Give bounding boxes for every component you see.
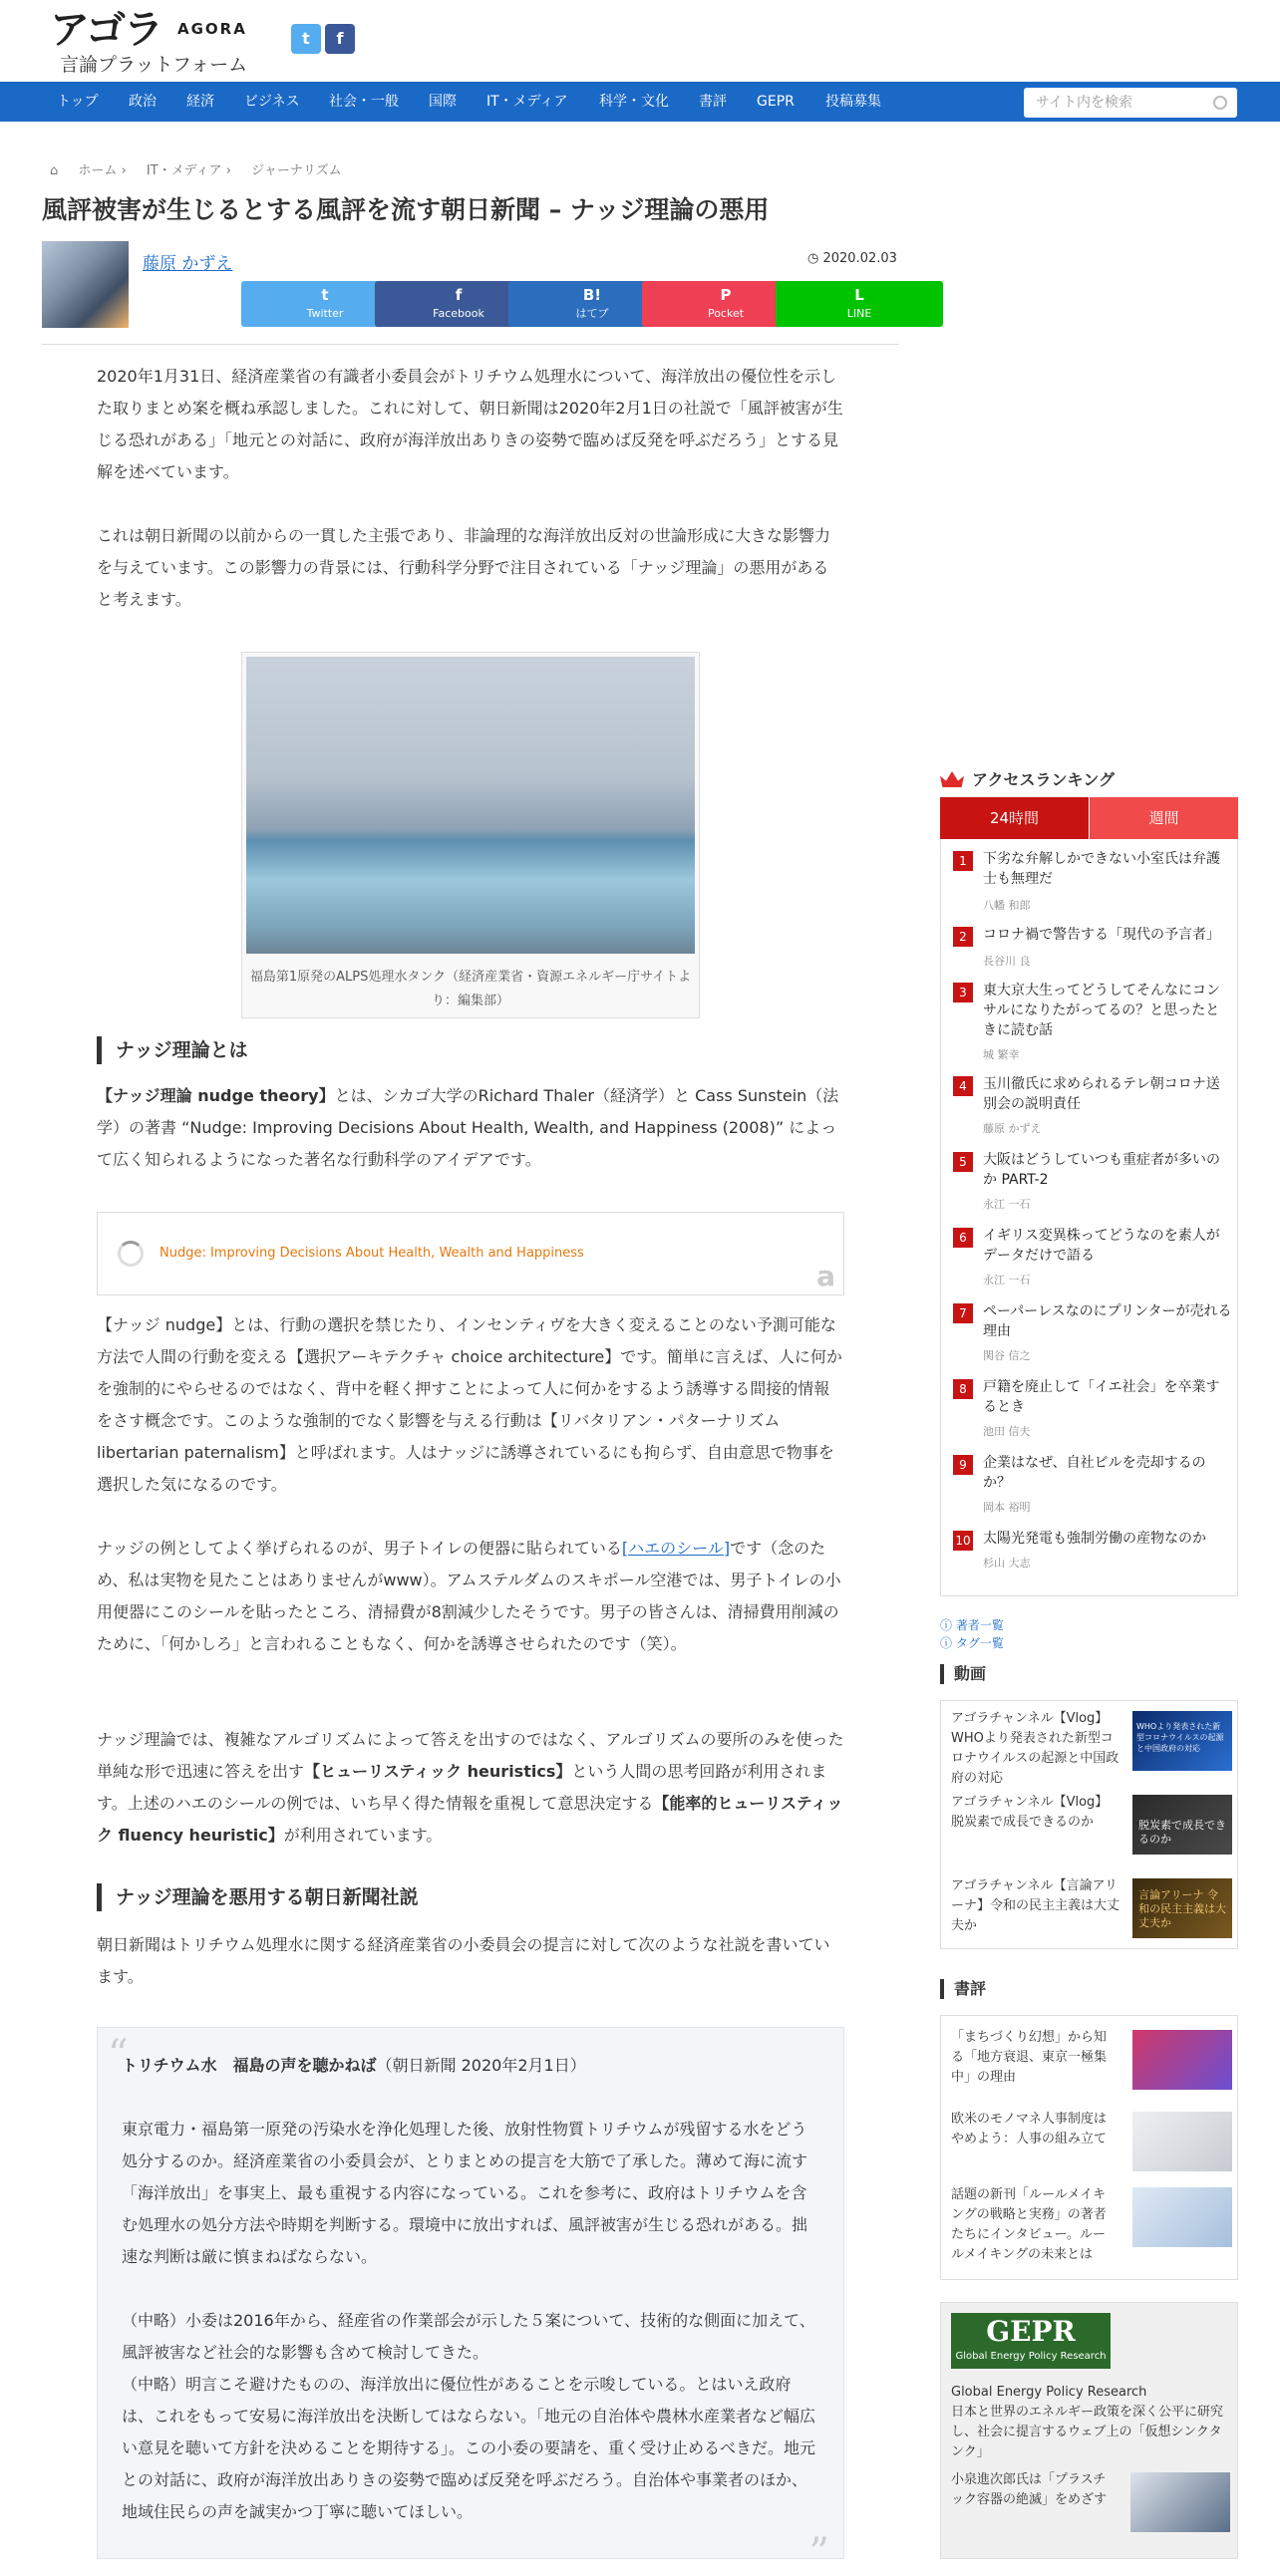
blockquote xyxy=(97,2027,844,2576)
quote-paragraph-3: （中略）明言こそ避けたものの、海洋放出に優位性があることを示唆している。とはいえ政府は、これをもって安易に海洋放出を決断してはならない。「地元の自治体や農林水産業者など幅広い意見を聴いて方針を決めることを期待する」。この小委の要請を、重く受け止めるべきだ。地元との対話に、政府が海洋放出ありきの姿勢で臨めば反発を呼ぶだろう。自治体や事業者のほか、地域住民らの声を誠実かつ丁寧に聴いてほしい。 xyxy=(122,2375,816,2521)
facebook-icon[interactable]: f xyxy=(325,24,355,54)
video-thumbnail[interactable] xyxy=(1132,1711,1232,1771)
paragraph-6 xyxy=(97,1724,844,1852)
photo-caption: 福島第1原発のALPS処理水タンク（経済産業省・資源エネルギー庁サイトより：編集部） xyxy=(249,970,692,1008)
tags-link-label: タグ一覧 xyxy=(955,1636,1004,1650)
rank-title[interactable]: ペーパーレスなのにプリンターが売れる理由 xyxy=(983,1303,1232,1339)
share-label: Facebook xyxy=(433,307,484,320)
share-label: Pocket xyxy=(707,307,745,320)
tags-link[interactable]: ⓘ タグ一覧 xyxy=(940,1636,1004,1650)
clock-icon: ◷ xyxy=(807,251,823,266)
section-heading-nudge: ナッジ理論とは xyxy=(97,1036,844,1064)
gepr-article-thumbnail[interactable] xyxy=(1130,2472,1230,2532)
gepr-description xyxy=(951,2383,1230,2462)
paragraph-7: 朝日新聞はトリチウム処理水に関する経済産業省の小委員会の提言に対して次のような社説を書いています。 xyxy=(97,1935,830,1986)
loading-icon xyxy=(118,1241,144,1267)
breadcrumb-home[interactable]: ホーム xyxy=(78,163,118,178)
line-icon: L xyxy=(854,286,864,304)
quote-headline: トリチウム水 福島の声を聴かねば xyxy=(122,2056,377,2075)
rank-number: 4 xyxy=(953,1076,973,1096)
article-figure xyxy=(241,652,700,1018)
nav-books[interactable]: 書評 xyxy=(699,94,727,110)
rank-author: 岡本 裕明 xyxy=(983,1501,1031,1514)
logo-subtitle: 言論プラットフォーム xyxy=(60,54,248,76)
paragraph-6-a: ナッジ理論では、複雑なアルゴリズムによって答えを出すのではなく、アルゴリズムの要所のみを使った単純な形で迅速に答えを出す xyxy=(97,1730,844,1781)
article-title: 風評被害が生じるとする風評を流す朝日新聞 – ナッジ理論の悪用 xyxy=(42,195,770,224)
rank-number: 7 xyxy=(953,1303,973,1323)
authors-link-label: 著者一覧 xyxy=(955,1618,1004,1632)
paragraph-4: 【ナッジ nudge】とは、行動の選択を禁じたり、インセンティヴを大きく変えることのない予測可能な方法で人間の行動を変える【選択アーキテクチャ choice architecture】です。簡単に言えば、人に何かを強制的にやらせるのではなく、背中を軽く押すことによって人に何かをするよう誘導する間接的情報をさす概念です。このような強制的でなく影響を与える行動は【リバタリアン・パターナリズム libertarian paternalism】と呼ばれます。人はナッジに誘導されているにも拘らず、自由意思で物事を選択した気になるのです。 xyxy=(97,1315,842,1494)
book-item[interactable] xyxy=(951,2181,1230,2261)
amazon-embed[interactable] xyxy=(97,1212,844,1295)
rank-number: 3 xyxy=(953,983,973,1002)
rank-title[interactable]: イギリス変異株ってどうなのを素人がデータだけで語る xyxy=(983,1228,1220,1264)
rank-number: 2 xyxy=(953,927,973,947)
paragraph-3 xyxy=(97,1080,844,1176)
book-thumbnail[interactable] xyxy=(1132,2030,1232,2090)
rank-number: 6 xyxy=(953,1228,973,1248)
quote-source: （朝日新聞 2020年2月1日） xyxy=(376,2056,586,2075)
quote-paragraph-2: （中略）小委は2016年から、経産省の作業部会が示した５案について、技術的な側面に加えて、風評被害など社会的な影響も含めて検討してきた。 xyxy=(122,2311,815,2362)
hatena-icon: B! xyxy=(582,286,602,304)
search-input[interactable] xyxy=(1024,88,1237,118)
gepr-box xyxy=(940,2302,1238,2559)
chevron-right-icon: › xyxy=(225,163,236,178)
share-label: Twitter xyxy=(306,307,344,320)
book-title[interactable]: 話題の新刊「ルールメイキングの戦略と実務」の著者たちにインタビュー。ルールメイキングの未来とは xyxy=(951,2187,1107,2262)
breadcrumb-it-media[interactable]: IT・メディア xyxy=(146,163,222,178)
term-fluency-heuristic: 【能率的ヒューリスティック fluency heuristic】 xyxy=(97,1794,843,1845)
ranking-list xyxy=(940,839,1238,1596)
quote-close-icon: ” xyxy=(808,2530,829,2576)
chevron-right-icon: › xyxy=(121,163,131,178)
twitter-icon[interactable]: t xyxy=(291,24,321,54)
gepr-logo-sub: Global Energy Policy Research xyxy=(955,2351,1107,2362)
rank-number: 8 xyxy=(953,1379,973,1399)
amazon-link[interactable]: Nudge: Improving Decisions About Health, Wealth and Happiness xyxy=(160,1246,584,1261)
gepr-article-title[interactable]: 小泉進次郎氏は「プラスチック容器の絶滅」をめざす xyxy=(951,2472,1108,2507)
tab-24h[interactable]: 24時間 xyxy=(940,797,1089,839)
gepr-desc: 日本と世界のエネルギー政策を深く公平に研究し、社会に提言するウェブ上の「仮想シンクタンク」 xyxy=(951,2405,1224,2459)
book-thumbnail[interactable] xyxy=(1132,2187,1232,2247)
authors-link[interactable]: ⓘ 著者一覧 xyxy=(940,1618,1004,1632)
search-placeholder: サイト内を検索 xyxy=(1036,95,1133,111)
facebook-icon: f xyxy=(455,286,463,304)
rank-number: 9 xyxy=(953,1455,973,1475)
video-thumbnail-text: 脱炭素で成長できるのか xyxy=(1138,1819,1226,1846)
rank-author: 杉山 大志 xyxy=(983,1557,1031,1570)
rank-title[interactable]: 下劣な弁解しかできない小室氏は弁護士も無理だ xyxy=(983,851,1220,887)
video-item[interactable] xyxy=(951,1789,1230,1868)
rank-author: 永江 一石 xyxy=(983,1274,1031,1287)
side-links xyxy=(940,1616,1004,1652)
paragraph-3-text: とは、シカゴ大学のRichard Thaler（経済学）と Cass Sunstein（法学）の著書 “Nudge: Improving Decisions About Health, Wealth, and Happiness (2008)” によって広く知られるようになった著名な行動科学のアイデアです。 xyxy=(97,1086,839,1169)
crown-icon xyxy=(940,771,964,787)
tank-photo xyxy=(246,657,695,954)
logo-en: AGORA xyxy=(177,20,247,38)
nav-politics[interactable]: 政治 xyxy=(129,94,157,110)
nav-science[interactable]: 科学・文化 xyxy=(599,94,669,110)
book-thumbnail[interactable] xyxy=(1132,2112,1232,2171)
rank-author: 城 繁幸 xyxy=(983,1048,1020,1061)
quote-title xyxy=(122,2050,586,2082)
video-list xyxy=(940,1700,1238,1949)
post-date-value: 2020.02.03 xyxy=(822,251,897,266)
video-title[interactable]: アゴラチャンネル【Vlog】脱炭素で成長できるのか xyxy=(951,1795,1109,1830)
video-title[interactable]: アゴラチャンネル【言論アリーナ】令和の民主主義は大丈夫か xyxy=(951,1878,1120,1933)
video-thumbnail[interactable] xyxy=(1132,1795,1232,1855)
paragraph-6-c: という人間の思考回路が利用されます。上述のハエのシールの例では、いち早く得た情報を重視して意思決定する xyxy=(97,1762,827,1813)
amazon-icon: a xyxy=(816,1260,835,1292)
rank-author: 藤原 かずえ xyxy=(983,1122,1042,1135)
share-label: はてブ xyxy=(575,307,609,320)
term-nudge-theory: 【ナッジ理論 nudge theory】 xyxy=(97,1086,335,1105)
rank-title[interactable]: 戸籍を廃止して「イエ社会」を卒業するとき xyxy=(983,1379,1220,1415)
rank-title[interactable]: 東大京大生ってどうしてそんなにコンサルになりたがってるの？と思ったときに読む話 xyxy=(983,983,1220,1038)
rank-author: 関谷 信之 xyxy=(983,1349,1031,1362)
paragraph-5-b: です（念のため、私は実物を見たことはありませんがwww）。アムステルダムのスキポール空港では、男子トイレの小用便器にこのシールを貼ったところ、清掃費が8割減少したそうです。男子の皆さんは、清掃費用削減のために、「何かしろ」と言われることもなく、何かを誘導させられたのです（笑）。 xyxy=(97,1539,841,1653)
video-thumbnail[interactable] xyxy=(1132,1878,1232,1938)
post-date xyxy=(807,251,897,266)
twitter-icon: t xyxy=(321,286,329,304)
rank-title[interactable]: 企業はなぜ、自社ビルを売却するのか？ xyxy=(983,1455,1206,1491)
nav-top[interactable]: トップ xyxy=(57,94,99,110)
paragraph-6-e: が利用されています。 xyxy=(283,1826,443,1845)
ranking-heading xyxy=(940,767,1115,790)
fly-sticker-link[interactable]: [ハエのシール] xyxy=(621,1539,731,1558)
nav-society[interactable]: 社会・一般 xyxy=(329,94,399,110)
rank-number: 1 xyxy=(953,851,973,871)
video-thumbnail-text: WHOより発表された新型コロナウイルスの起源と中国政府の対応 xyxy=(1136,1722,1224,1753)
pocket-icon: P xyxy=(720,286,732,304)
site-header xyxy=(0,0,1280,82)
nav-economy[interactable]: 経済 xyxy=(186,94,214,110)
search-icon[interactable] xyxy=(1213,96,1227,110)
video-thumbnail-text: 言論アリーナ 令和の民主主義は大丈夫か xyxy=(1138,1888,1226,1929)
video-item[interactable] xyxy=(951,1705,1230,1785)
author-link[interactable]: 藤原 かずえ xyxy=(143,254,233,274)
home-icon: ⌂ xyxy=(50,163,63,178)
paragraph-1: 2020年1月31日、経済産業省の有識者小委員会がトリチウム処理水について、海洋放出の優位性を示した取りまとめ案を概ね承認しました。これに対して、朝日新聞は2020年2月1日の社説で「風評被害が生じる恐れがある」「地元との対話に、政府が海洋放出ありきの姿勢で臨めば反発を呼ぶだろう」とする見解を述べています。 xyxy=(97,367,843,481)
nav-submit[interactable]: 投稿募集 xyxy=(825,94,881,110)
rank-title[interactable]: 大阪はどうしていつも重症者が多いのか PART-2 xyxy=(983,1152,1220,1188)
tab-weekly[interactable]: 週間 xyxy=(1090,797,1238,839)
book-list xyxy=(940,2015,1238,2280)
author-avatar[interactable] xyxy=(42,241,129,328)
paragraph-5-a: ナッジの例としてよく挙げられるのが、男子トイレの便器に貼られている xyxy=(97,1539,622,1558)
divider xyxy=(42,344,899,345)
rank-author: 永江 一石 xyxy=(983,1198,1031,1211)
book-item[interactable] xyxy=(951,2106,1230,2185)
share-label: LINE xyxy=(846,307,872,320)
quote-open-icon: “ xyxy=(108,2032,129,2078)
paragraph-5 xyxy=(97,1533,844,1660)
book-item[interactable] xyxy=(951,2024,1230,2104)
book-title[interactable]: 「まちづくり幻想」から知る「地方衰退、東京一極集中」の理由 xyxy=(951,2030,1108,2085)
nav-international[interactable]: 国際 xyxy=(429,94,457,110)
books-heading: 書評 xyxy=(940,1979,986,1999)
rank-author: 八幡 和郎 xyxy=(983,899,1031,912)
gepr-name: Global Energy Policy Research xyxy=(951,2385,1147,2400)
paragraph-2: これは朝日新聞の以前からの一貫した主張であり、非論理的な海洋放出反対の世論形成に大きな影響力を与えています。この影響力の背景には、行動科学分野で注目されている「ナッジ理論」の悪用があると考えます。 xyxy=(97,526,831,609)
rank-author: 長谷川 良 xyxy=(983,955,1031,968)
rank-number: 10 xyxy=(953,1531,973,1551)
book-title[interactable]: 欧米のモノマネ人事制度はやめよう：人事の組み立て xyxy=(951,2112,1108,2147)
breadcrumb xyxy=(50,159,342,178)
section-heading-asahi: ナッジ理論を悪用する朝日新聞社説 xyxy=(97,1883,844,1911)
nav-gepr[interactable]: GEPR xyxy=(757,94,795,110)
logo-main: アゴラ xyxy=(50,7,161,53)
gepr-logo[interactable] xyxy=(951,2313,1111,2369)
ranking-title: アクセスランキング xyxy=(972,770,1116,789)
ranking-tabs xyxy=(940,797,1238,839)
nav-business[interactable]: ビジネス xyxy=(244,94,300,110)
rank-author: 池田 信夫 xyxy=(983,1425,1031,1438)
video-title[interactable]: アゴラチャンネル【Vlog】WHOより発表された新型コロナウイルスの起源と中国政府の対応 xyxy=(951,1711,1120,1786)
gepr-logo-text: GEPR xyxy=(986,2315,1076,2348)
nav-it-media[interactable]: IT・メディア xyxy=(486,94,568,110)
rank-title[interactable]: 太陽光発電も強制労働の産物なのか xyxy=(983,1531,1206,1547)
rank-title[interactable]: 玉川徹氏に求められるテレ朝コロナ送別会の説明責任 xyxy=(983,1076,1220,1112)
term-heuristics: 【ヒューリスティック heuristics】 xyxy=(304,1762,572,1781)
quote-paragraph-1: 東京電力・福島第一原発の汚染水を浄化処理した後、放射性物質トリチウムが残留する水をどう処分するのか。経済産業省の小委員会が、とりまとめの提言を大筋で了承した。薄めて海に流す「海洋放出」を事実上、最も重視する内容になっている。これを参考に、政府はトリチウムを含む処理水の処分方法や時期を判断する。環境中に放出すれば、風評被害が生じる恐れがある。拙速な判断は厳に慎まねばならない。 xyxy=(122,2120,808,2266)
video-heading: 動画 xyxy=(940,1664,986,1684)
video-item[interactable] xyxy=(951,1872,1230,1952)
rank-title[interactable]: コロナ禍で警告する「現代の予言者」 xyxy=(983,927,1220,943)
breadcrumb-journalism[interactable]: ジャーナリズム xyxy=(251,163,342,178)
site-logo[interactable] xyxy=(50,8,259,74)
share-line-button[interactable] xyxy=(776,281,943,327)
rank-number: 5 xyxy=(953,1152,973,1172)
social-links xyxy=(291,24,359,54)
